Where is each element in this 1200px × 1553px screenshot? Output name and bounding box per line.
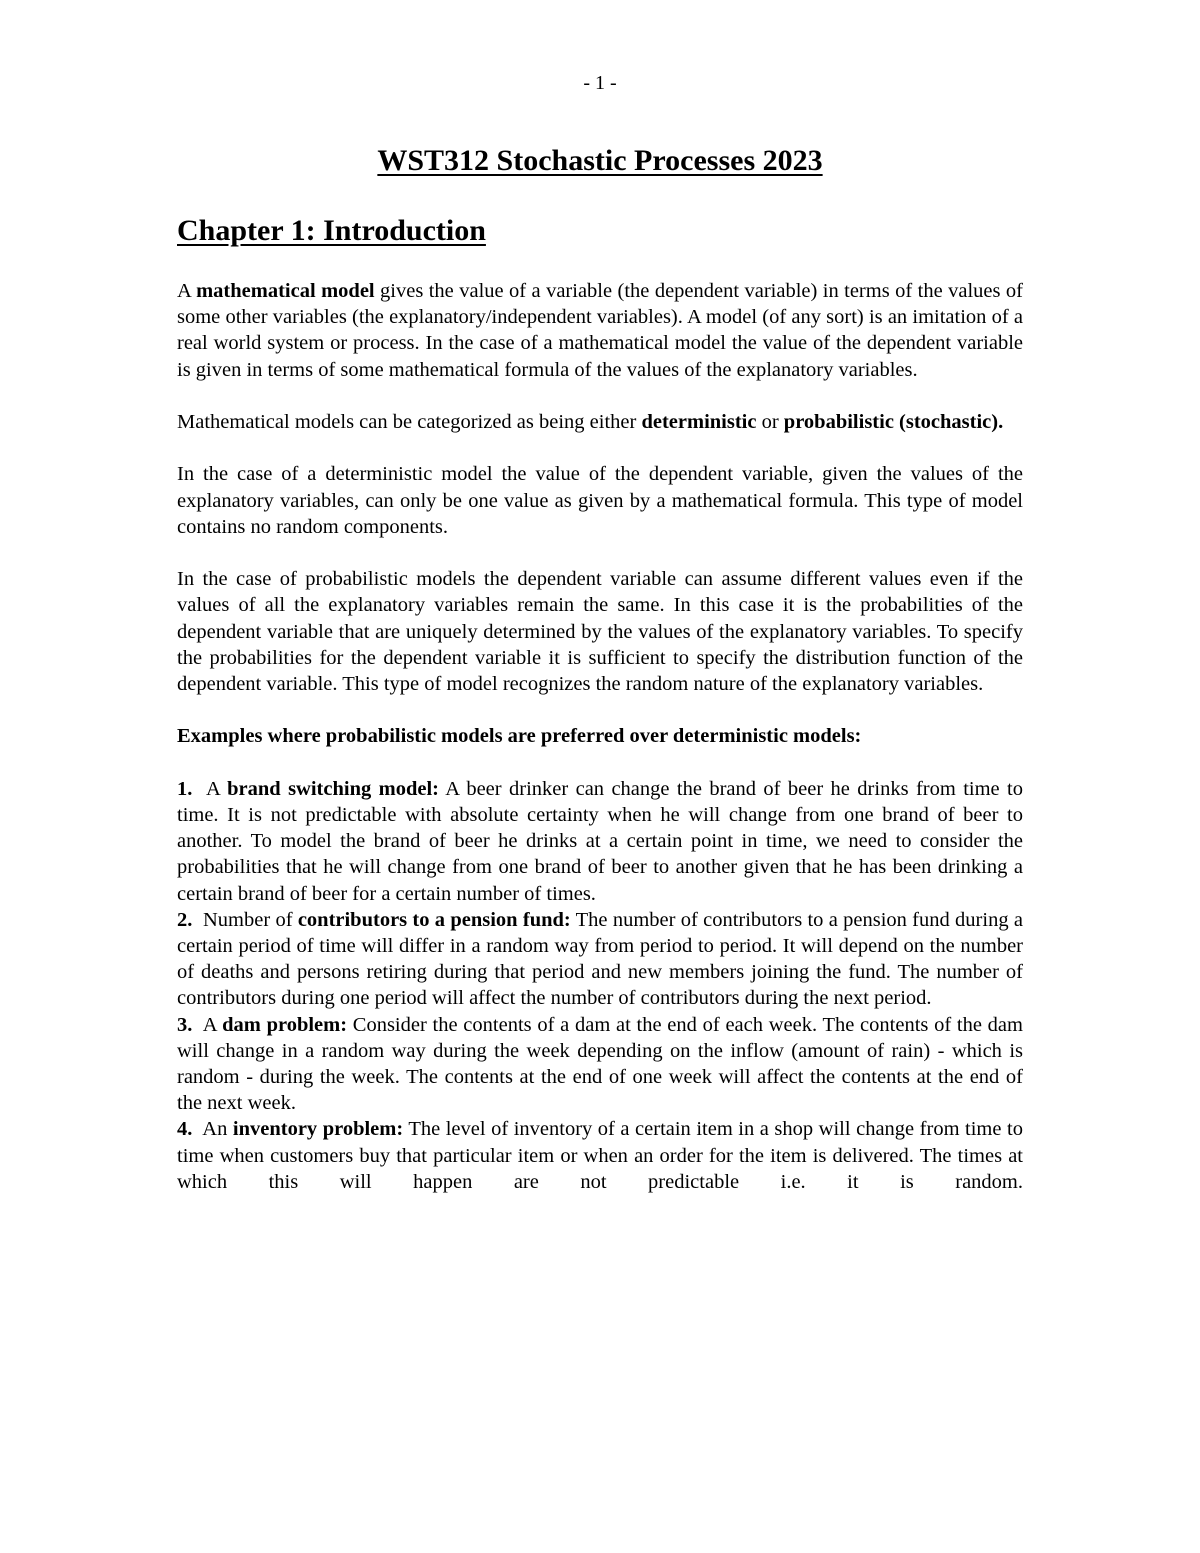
example-term: inventory problem:: [232, 1118, 404, 1141]
paragraph-probabilistic: In the case of probabilistic models the dependent variable can assume different values even if the values of all the explanatory variables remain the same. In this case it is the probabilities of the dependent variable that are uniquely determined by the values of the explanatory variables. To specify the probabilities for the dependent variable it is sufficient to specify the distribution function of the dependent variable. This type of model recognizes the random nature of the explanatory variables.: [177, 568, 1023, 695]
paragraph-mathematical-model: [177, 278, 1023, 383]
example-text: Consider the contents of a dam at the end of each week. The contents of the dam will change in a random way during the week depending on the inflow (amount of rain) - which is random - during the week. The contents at the end of one week will affect the contents at the end of the next week.: [177, 1013, 1023, 1115]
paragraph-text: or: [756, 411, 784, 433]
example-term: brand switching model:: [227, 777, 439, 800]
chapter-heading: Chapter 1: Introduction: [177, 214, 486, 247]
example-item: [177, 1116, 1023, 1195]
example-number: 3.: [177, 1013, 193, 1036]
example-item: [177, 907, 1023, 1012]
paragraph-deterministic: In the case of a deterministic model the value of the dependent variable, given the values of the explanatory variables, can only be one value as given by a mathematical formula. This type of model contains no random components.: [177, 463, 1023, 538]
example-number: 2.: [177, 908, 193, 931]
example-term: contributors to a pension fund:: [297, 908, 571, 931]
example-item: [177, 1012, 1023, 1117]
example-number: 1.: [177, 777, 193, 800]
paragraph-text: A: [177, 280, 197, 302]
example-prefix: A: [192, 777, 228, 800]
bold-term: probabilistic (stochastic).: [783, 411, 1004, 433]
page-number: - 1 -: [583, 72, 617, 94]
example-prefix: Number of: [192, 908, 298, 931]
paragraph-model-categories: [177, 409, 1023, 435]
example-number: 4.: [177, 1118, 193, 1141]
document-body: [177, 278, 1023, 1195]
example-prefix: An: [192, 1118, 233, 1141]
paragraph-text: gives the value of a variable (the dependent variable) in terms of the values of some other variables (the explanatory/independent variables). A model (of any sort) is an imitation of a real world system or process. In the case of a mathematical model the value of the dependent variable is given in terms of some mathematical formula of the values of the explanatory variables.: [177, 280, 1023, 381]
examples-heading: Examples where probabilistic models are preferred over deterministic models:: [177, 725, 862, 748]
example-term: dam problem:: [222, 1013, 348, 1036]
example-item: [177, 776, 1023, 907]
example-text: The level of inventory of a certain item in a shop will change from time to time when customers buy that particular item or when an order for the item is delivered. The times at which this will happen are not predictable i.e. it is random.: [177, 1118, 1023, 1193]
bold-term: deterministic: [641, 411, 757, 433]
example-prefix: A: [192, 1013, 223, 1036]
example-text: The number of contributors to a pension fund during a certain period of time will differ in a random way from period to period. It will depend on the number of deaths and persons retiring during that period and new members joining the fund. The number of contributors during one period will affect the number of contributors during the next period.: [177, 908, 1023, 1010]
paragraph-text: Mathematical models can be categorized as being either: [177, 411, 642, 433]
bold-term: mathematical model: [196, 280, 375, 302]
document-title: WST312 Stochastic Processes 2023: [377, 144, 823, 177]
example-text: A beer drinker can change the brand of beer he drinks from time to time. It is not predictable with absolute certainty when he will change from one brand of beer to another. To model the brand of beer he drinks at a certain point in time, we need to consider the probabilities that he will change from one brand of beer to another given that he has been drinking a certain brand of beer for a certain number of times.: [177, 777, 1023, 905]
